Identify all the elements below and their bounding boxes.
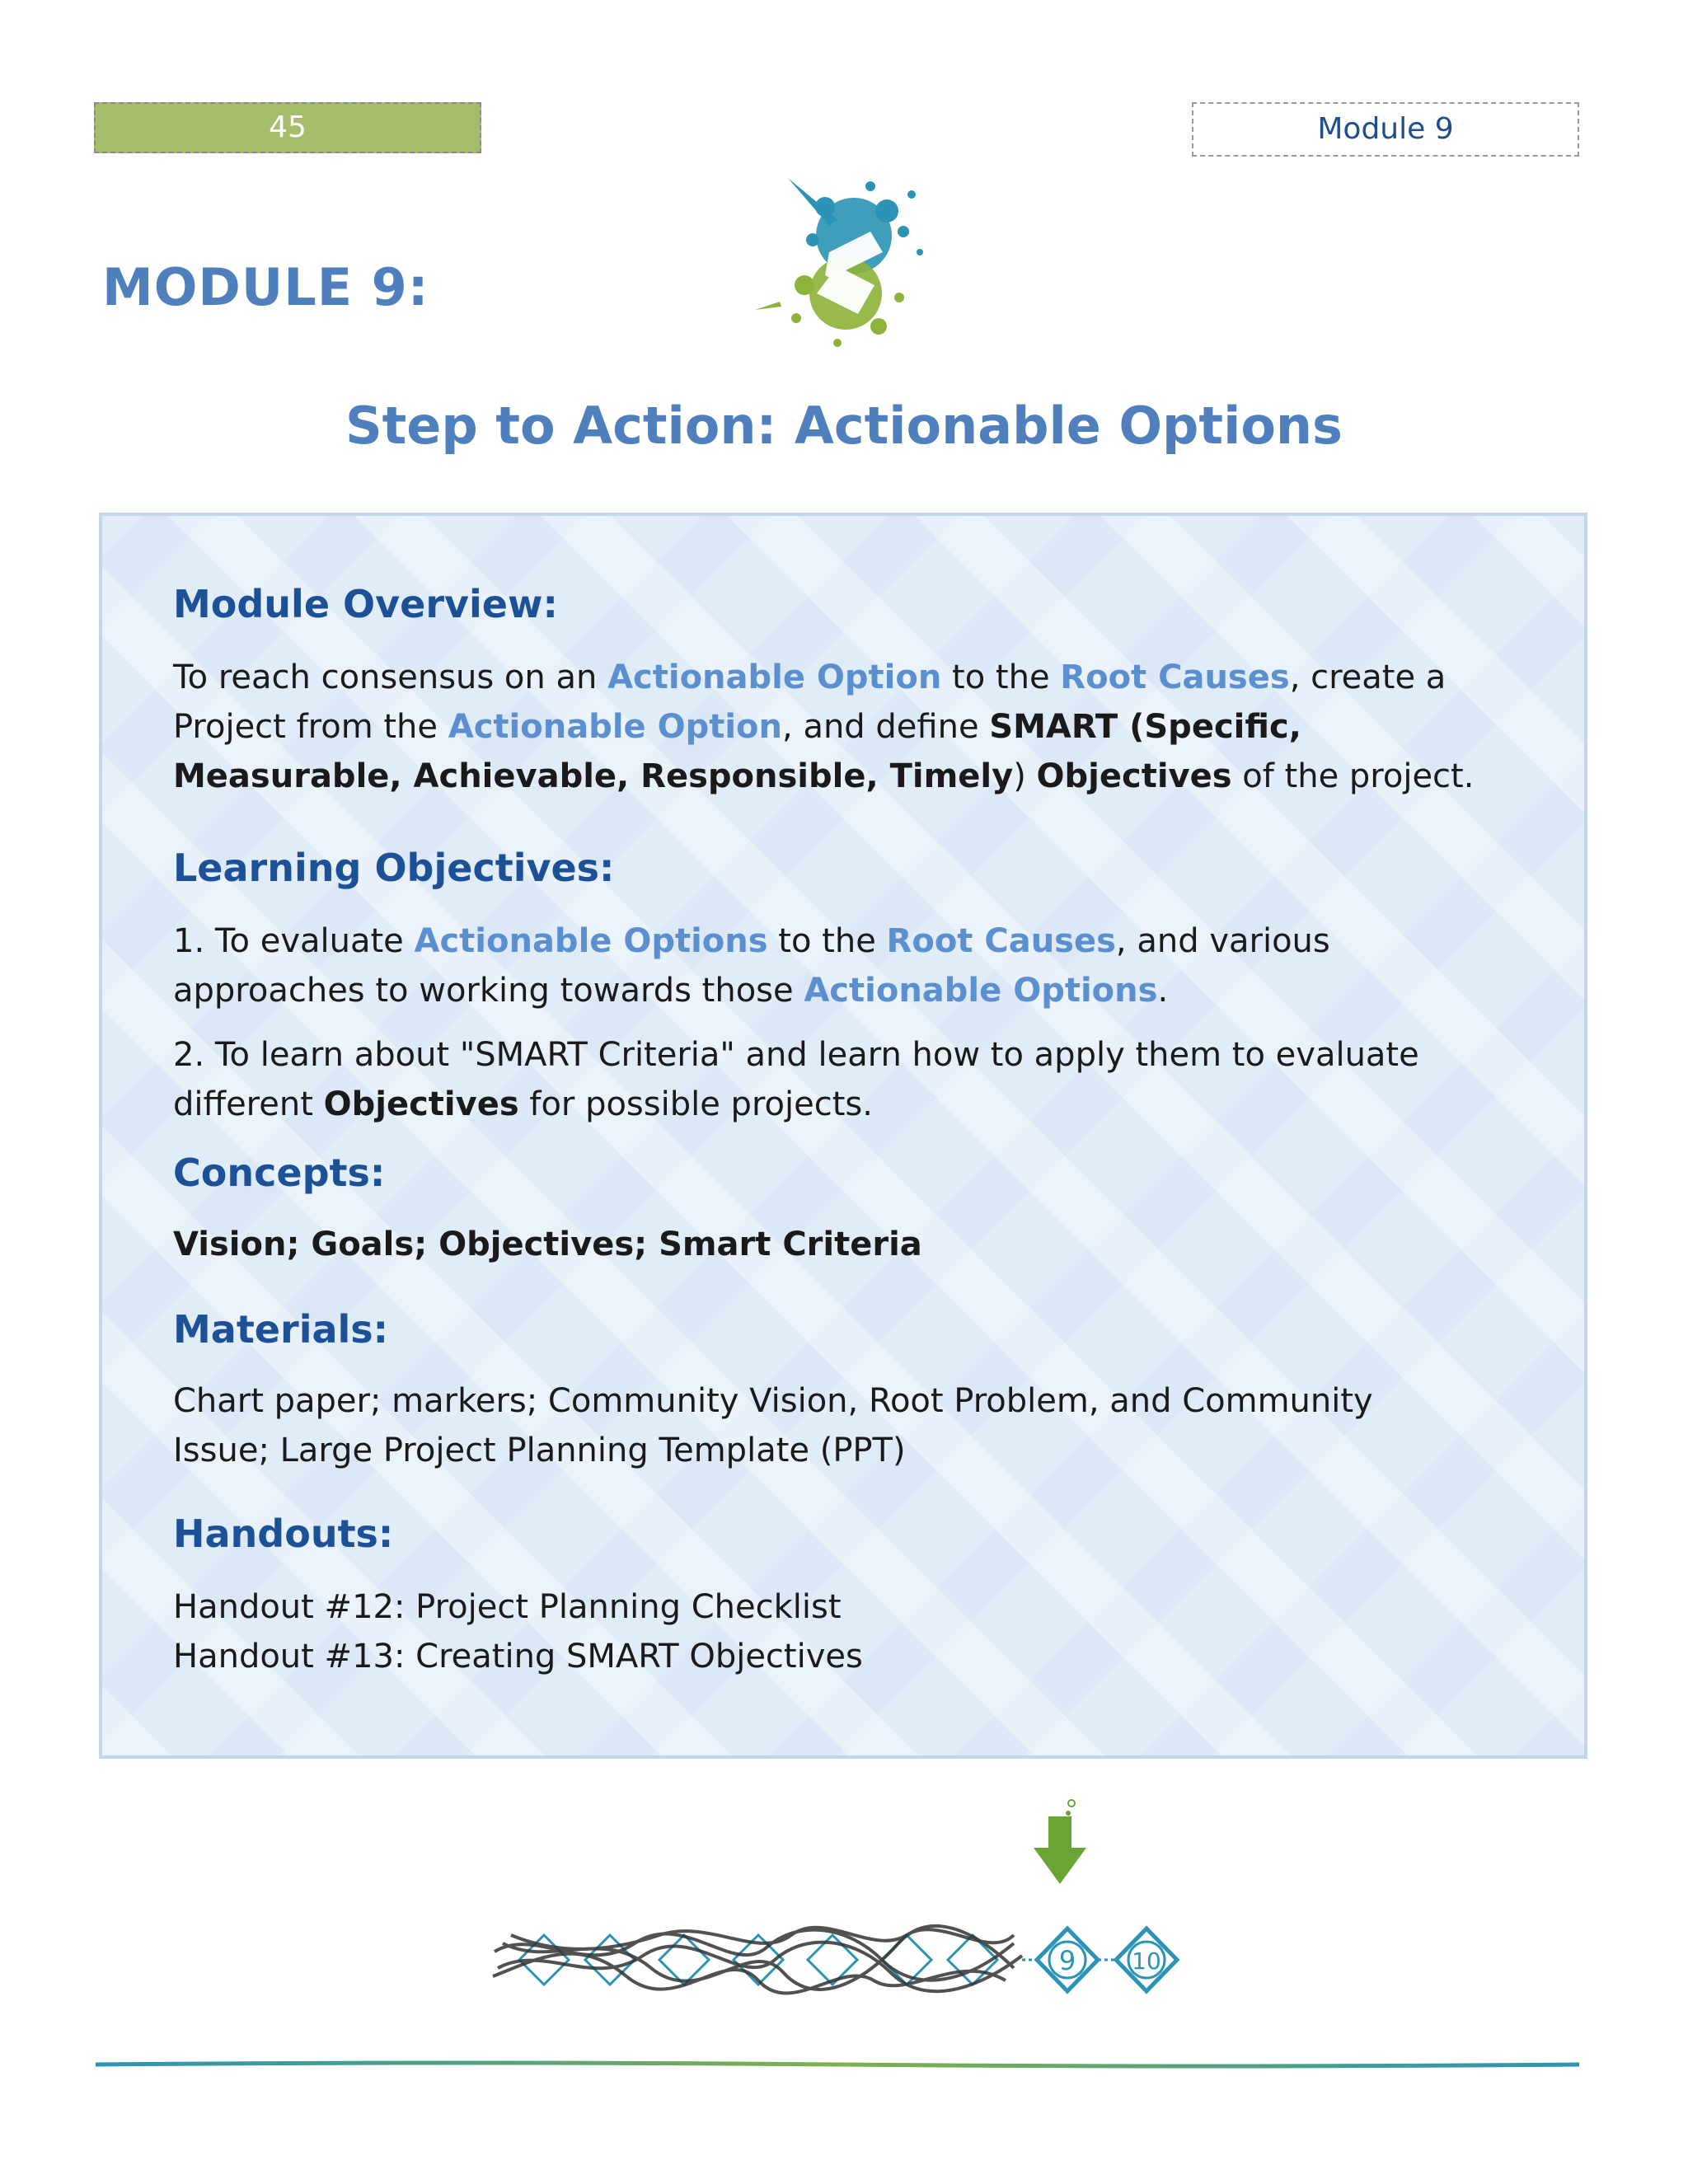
- page-number: 45: [269, 110, 307, 144]
- overview-text: To reach consensus on an Actionable Option to the Root Causes, create a Project from the Actionable Option, and define SMART (Specific, Measurable, Achievable, Responsible, Timely) Objectives of the project.: [173, 658, 1475, 795]
- module-info-panel: [99, 513, 1587, 1759]
- down-arrow-icon: [1030, 1797, 1090, 1887]
- module-9-diamond: [1037, 1929, 1098, 1991]
- module-tab-label: Module 9: [1317, 112, 1454, 146]
- term-actionable-option: Actionable Option: [448, 708, 783, 746]
- page-number-tab: [94, 102, 481, 153]
- page-subtitle: Step to Action: Actionable Options: [345, 396, 1343, 456]
- materials-text: Chart paper; markers; Community Vision, Root Problem, and Community Issue; Large Project Planning Template (PPT): [173, 1382, 1373, 1469]
- module-progress-track: [486, 1910, 1195, 2009]
- term-root-causes: Root Causes: [1060, 658, 1290, 696]
- concepts-heading: Concepts:: [173, 1151, 386, 1195]
- handouts-heading: Handouts:: [173, 1511, 394, 1556]
- bottom-brush-rule: [96, 2060, 1579, 2069]
- concepts-text: Vision; Goals; Objectives; Smart Criteria: [173, 1226, 922, 1263]
- term-actionable-option: Actionable Option: [607, 658, 942, 696]
- materials-heading: Materials:: [173, 1307, 389, 1352]
- learning-objective-1: 1. To evaluate Actionable Options to the Root Causes, and various approaches to working towards those Actionable Options.: [173, 922, 1330, 1010]
- module-10-diamond: [1116, 1929, 1177, 1991]
- handout-item: Handout #12: Project Planning Checklist: [173, 1588, 842, 1626]
- svg-text:10: 10: [1132, 1947, 1161, 1975]
- learning-objectives-heading: Learning Objectives:: [173, 846, 615, 890]
- handout-item: Handout #13: Creating SMART Objectives: [173, 1638, 863, 1675]
- learning-objective-2: 2. To learn about "SMART Criteria" and learn how to apply them to evaluate different Objectives for possible projects.: [173, 1036, 1419, 1123]
- module-title: MODULE 9:: [102, 257, 429, 317]
- svg-text:9: 9: [1058, 1945, 1076, 1976]
- splash-logo-icon: [747, 162, 945, 359]
- module-tab: [1192, 102, 1579, 157]
- overview-heading: Module Overview:: [173, 582, 558, 626]
